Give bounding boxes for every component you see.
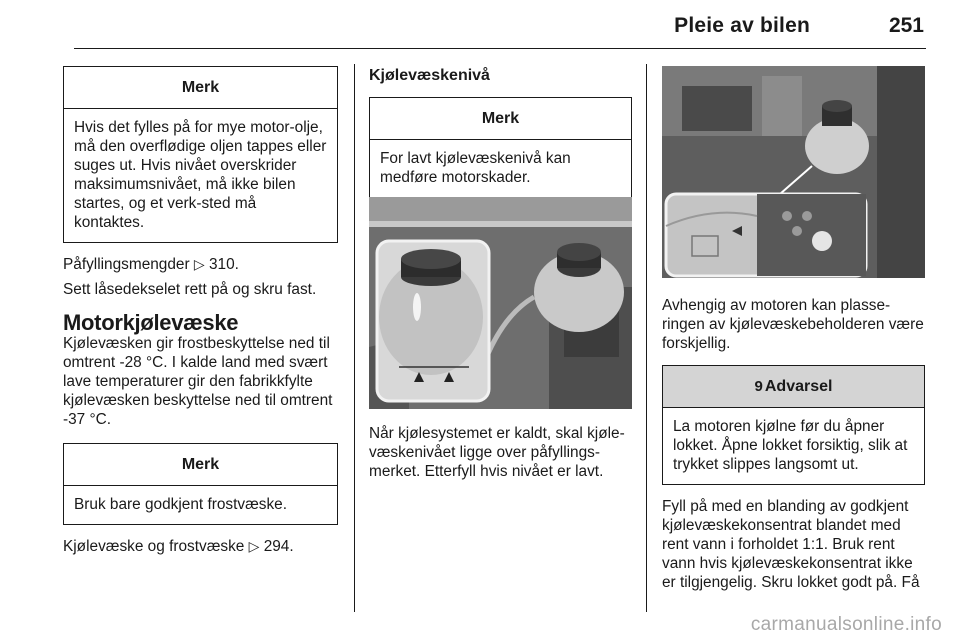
warning-triangle-icon: 9: [754, 378, 763, 395]
coolant-ref-page[interactable]: 294.: [263, 538, 294, 555]
warning-box: [662, 365, 925, 485]
page-header-title: Pleie av bilen: [674, 14, 810, 37]
watermark: carmanualsonline.info: [750, 614, 942, 635]
note-heading: Merk: [370, 98, 631, 140]
note-box-oil: [63, 66, 338, 243]
ref-arrow-icon: ▷: [193, 256, 205, 272]
warning-heading: Advarsel: [764, 378, 833, 395]
fill-instructions: Fyll på med en blanding av godkjent kjølevæskekonsentrat blandet med rent vann i forholdet 1:1. Bruk rent vann hvis kjølevæskekonsentrat ikke er tilgjengelig. Skru lokket godt på. Få: [662, 498, 920, 591]
ref-arrow-icon: ▷: [248, 538, 260, 554]
column-divider-2: [646, 64, 647, 612]
note-body: Bruk bare godkjent frostvæske.: [74, 496, 288, 513]
note-box-level: [369, 97, 632, 198]
warning-heading-row: [663, 366, 924, 408]
figure-caption-coolant: Når kjølesystemet er kaldt, skal kjøle-væskenivået ligge over påfyllings-merket. Etterfyll hvis nivået er lavt.: [369, 425, 625, 480]
column-divider-1: [354, 64, 355, 612]
fill-amount-ref[interactable]: 310.: [208, 256, 239, 273]
note-heading: Merk: [64, 444, 337, 486]
header-rule: [74, 48, 926, 49]
fill-amount-text: Påfyllingsmengder: [63, 256, 190, 273]
column-2: [369, 66, 632, 198]
warning-body: La motoren kjølne før du åpner lokket. Åpne lokket forsiktig, slik at trykket slippes langsomt ut.: [673, 418, 908, 473]
note-heading: Merk: [64, 67, 337, 109]
note-body: Hvis det fylles på for mye motor-olje, må den overflødige oljen tappes eller suges ut. Hvis nivået overskrider maksimumsnivået, må ikke bilen startes, og et verk-sted må kontaktes.: [74, 119, 327, 231]
fill-amount-line: [63, 255, 338, 274]
cap-instruction: Sett låsedekselet rett på og skru fast.: [63, 281, 317, 298]
position-text: Avhengig av motoren kan plasse-ringen av kjølevæskebeholderen være forskjellig.: [662, 297, 924, 352]
coolant-ref-line: [63, 537, 338, 556]
section-title: Motorkjølevæske: [63, 310, 239, 335]
note-box-antifreeze: [63, 443, 338, 525]
column-1: [63, 66, 338, 556]
note-body: For lavt kjølevæskenivå kan medføre motorskader.: [380, 150, 571, 186]
column-3: [662, 296, 925, 592]
engine-bay-figure: [662, 66, 925, 278]
coolant-ref-text: Kjølevæske og frostvæske: [63, 538, 245, 555]
subheading-coolant-level: Kjølevæskenivå: [369, 67, 490, 84]
section-body: Kjølevæsken gir frostbeskyttelse ned til omtrent -28 °C. I kalde land med svært lave temperaturer gir den fabrikkfylte kjølevæsken beskyttelse ned til omtrent -37 °C.: [63, 335, 333, 428]
coolant-reservoir-figure: [369, 197, 632, 409]
page-number: 251: [888, 14, 924, 37]
